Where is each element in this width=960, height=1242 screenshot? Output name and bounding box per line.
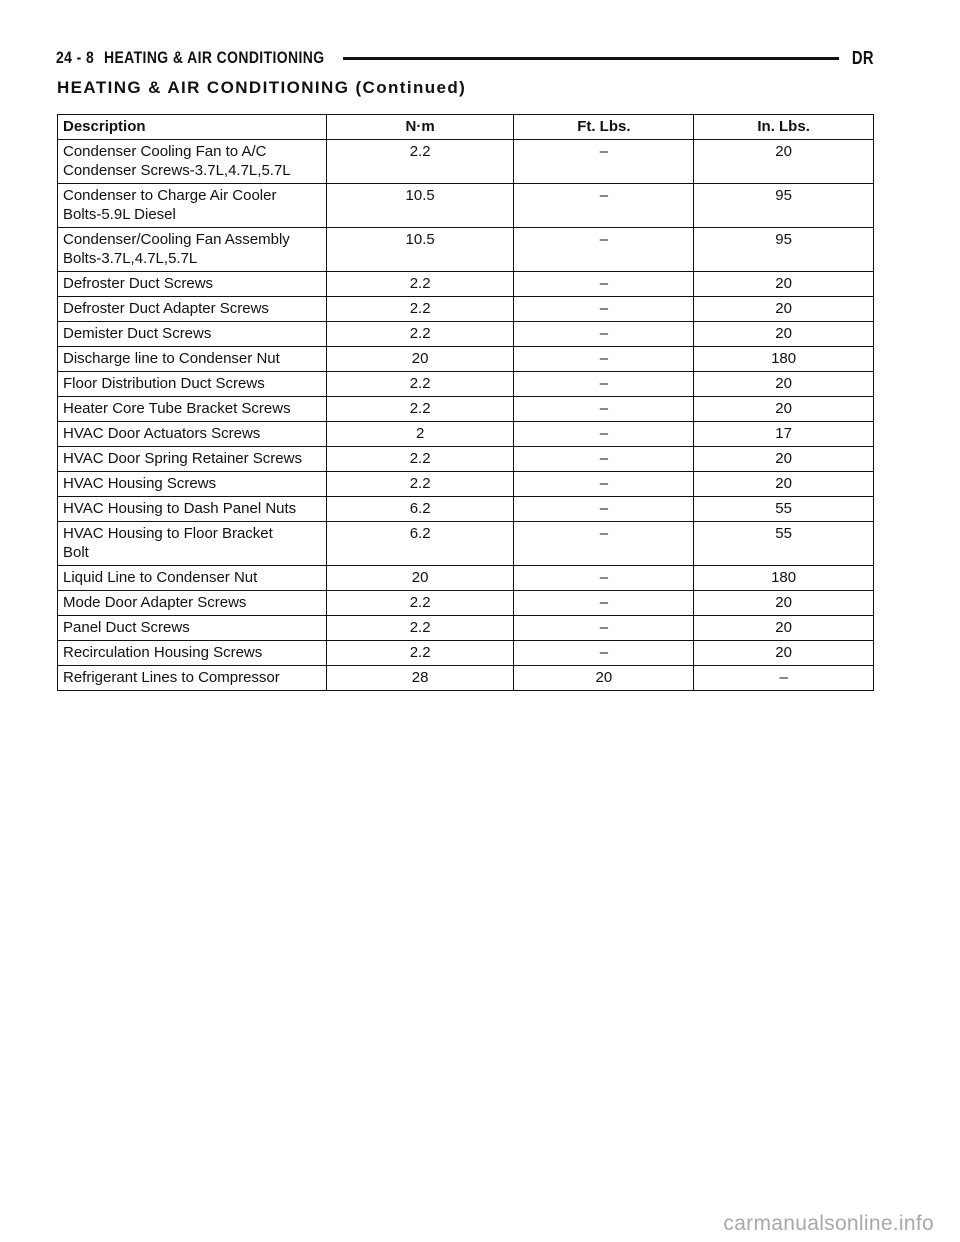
torque-spec-table: [57, 114, 874, 691]
column-header-ft-lbs: Ft. Lbs.: [514, 115, 694, 140]
table-row: [58, 472, 874, 497]
cell-nm: 6.2: [326, 497, 514, 522]
table-row: [58, 497, 874, 522]
cell-ft-lbs: –: [514, 272, 694, 297]
table-row: [58, 422, 874, 447]
cell-description: Mode Door Adapter Screws: [58, 591, 327, 616]
table-row: [58, 297, 874, 322]
cell-in-lbs: 20: [694, 272, 874, 297]
cell-ft-lbs: –: [514, 616, 694, 641]
cell-nm: 2: [326, 422, 514, 447]
table-row: [58, 322, 874, 347]
cell-ft-lbs: –: [514, 297, 694, 322]
cell-nm: 2.2: [326, 322, 514, 347]
cell-in-lbs: 20: [694, 397, 874, 422]
cell-ft-lbs: –: [514, 347, 694, 372]
cell-description: Demister Duct Screws: [58, 322, 327, 347]
cell-ft-lbs: –: [514, 522, 694, 566]
cell-in-lbs: 20: [694, 641, 874, 666]
cell-nm: 2.2: [326, 447, 514, 472]
cell-description: HVAC Housing to Floor Bracket Bolt: [58, 522, 327, 566]
cell-description: HVAC Door Actuators Screws: [58, 422, 327, 447]
cell-nm: 6.2: [326, 522, 514, 566]
cell-nm: 2.2: [326, 397, 514, 422]
cell-nm: 10.5: [326, 228, 514, 272]
cell-ft-lbs: 20: [514, 666, 694, 691]
cell-nm: 10.5: [326, 184, 514, 228]
cell-description: Discharge line to Condenser Nut: [58, 347, 327, 372]
table-row: [58, 397, 874, 422]
cell-in-lbs: 20: [694, 322, 874, 347]
column-header-description: Description: [58, 115, 327, 140]
cell-in-lbs: 95: [694, 184, 874, 228]
table-row: [58, 566, 874, 591]
cell-nm: 2.2: [326, 641, 514, 666]
section-title: HEATING & AIR CONDITIONING (Continued): [57, 78, 467, 97]
cell-in-lbs: 180: [694, 566, 874, 591]
cell-ft-lbs: –: [514, 422, 694, 447]
cell-nm: 28: [326, 666, 514, 691]
cell-ft-lbs: –: [514, 184, 694, 228]
table-body: [58, 140, 874, 691]
cell-in-lbs: 55: [694, 522, 874, 566]
cell-in-lbs: 20: [694, 140, 874, 184]
cell-nm: 2.2: [326, 272, 514, 297]
cell-in-lbs: 180: [694, 347, 874, 372]
model-code: DR: [851, 47, 874, 68]
cell-in-lbs: 20: [694, 472, 874, 497]
table-header-row: [58, 115, 874, 140]
cell-ft-lbs: –: [514, 497, 694, 522]
header-rule: [343, 57, 839, 60]
cell-nm: 2.2: [326, 472, 514, 497]
cell-description: Condenser to Charge Air Cooler Bolts-5.9L Diesel: [58, 184, 327, 228]
page-header: [56, 46, 874, 70]
cell-description: Liquid Line to Condenser Nut: [58, 566, 327, 591]
column-header-nm: N·m: [326, 115, 514, 140]
table-row: [58, 616, 874, 641]
cell-in-lbs: 95: [694, 228, 874, 272]
cell-description: Defroster Duct Screws: [58, 272, 327, 297]
cell-description: Panel Duct Screws: [58, 616, 327, 641]
cell-description: Condenser/Cooling Fan Assembly Bolts-3.7L,4.7L,5.7L: [58, 228, 327, 272]
watermark: carmanualsonline.info: [723, 1212, 934, 1235]
cell-nm: 20: [326, 566, 514, 591]
cell-description: Refrigerant Lines to Compressor: [58, 666, 327, 691]
table-row: [58, 591, 874, 616]
cell-in-lbs: 55: [694, 497, 874, 522]
cell-nm: 2.2: [326, 591, 514, 616]
table-row: [58, 666, 874, 691]
cell-ft-lbs: –: [514, 140, 694, 184]
cell-ft-lbs: –: [514, 472, 694, 497]
cell-description: Floor Distribution Duct Screws: [58, 372, 327, 397]
cell-description: Condenser Cooling Fan to A/C Condenser Screws-3.7L,4.7L,5.7L: [58, 140, 327, 184]
table-row: [58, 447, 874, 472]
cell-in-lbs: 20: [694, 616, 874, 641]
table-row: [58, 272, 874, 297]
cell-in-lbs: 17: [694, 422, 874, 447]
cell-description: Defroster Duct Adapter Screws: [58, 297, 327, 322]
cell-ft-lbs: –: [514, 397, 694, 422]
cell-description: HVAC Housing Screws: [58, 472, 327, 497]
cell-in-lbs: 20: [694, 297, 874, 322]
cell-description: Heater Core Tube Bracket Screws: [58, 397, 327, 422]
cell-nm: 2.2: [326, 616, 514, 641]
cell-ft-lbs: –: [514, 566, 694, 591]
cell-nm: 20: [326, 347, 514, 372]
cell-description: HVAC Door Spring Retainer Screws: [58, 447, 327, 472]
table-row: [58, 140, 874, 184]
cell-nm: 2.2: [326, 372, 514, 397]
cell-ft-lbs: –: [514, 322, 694, 347]
cell-in-lbs: –: [694, 666, 874, 691]
table-row: [58, 522, 874, 566]
cell-ft-lbs: –: [514, 447, 694, 472]
page-number: 24 - 8: [56, 48, 95, 67]
cell-ft-lbs: –: [514, 641, 694, 666]
cell-ft-lbs: –: [514, 228, 694, 272]
chapter-title: HEATING & AIR CONDITIONING: [104, 48, 326, 67]
cell-in-lbs: 20: [694, 447, 874, 472]
cell-nm: 2.2: [326, 297, 514, 322]
cell-in-lbs: 20: [694, 372, 874, 397]
table-row: [58, 228, 874, 272]
cell-description: HVAC Housing to Dash Panel Nuts: [58, 497, 327, 522]
table-row: [58, 184, 874, 228]
column-header-in-lbs: In. Lbs.: [694, 115, 874, 140]
table-row: [58, 372, 874, 397]
cell-nm: 2.2: [326, 140, 514, 184]
cell-description: Recirculation Housing Screws: [58, 641, 327, 666]
cell-ft-lbs: –: [514, 372, 694, 397]
table-row: [58, 347, 874, 372]
table-row: [58, 641, 874, 666]
cell-in-lbs: 20: [694, 591, 874, 616]
cell-ft-lbs: –: [514, 591, 694, 616]
